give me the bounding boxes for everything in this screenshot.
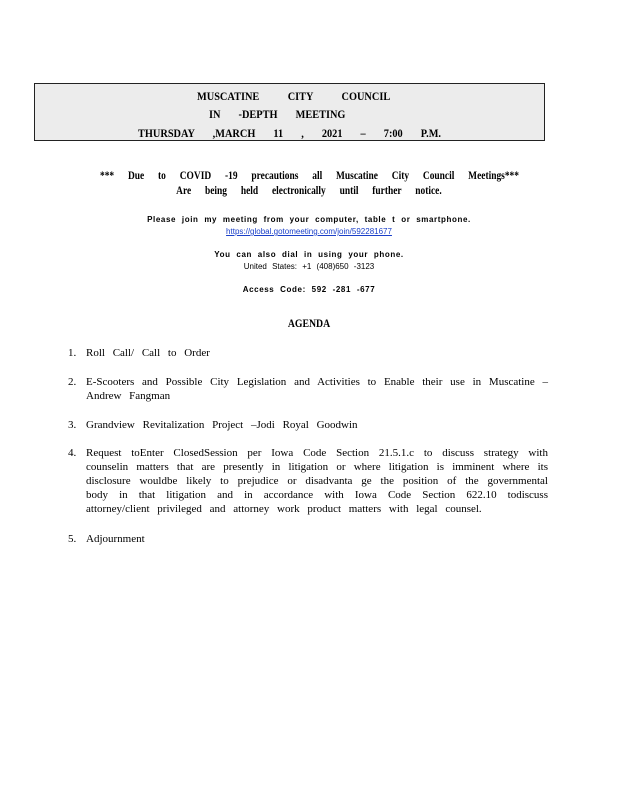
agenda-title: AGENDA	[287, 318, 331, 330]
agenda-item	[68, 375, 548, 403]
phone-number: United States: +1 (408)650 -3123	[243, 262, 375, 271]
agenda-item-number: 5.	[68, 533, 77, 545]
agenda-item-text: Roll Call/ Call to Order	[86, 347, 210, 359]
agenda-item-number: 3.	[68, 419, 77, 431]
council-title: MUSCATINE CITY COUNCIL	[197, 89, 391, 103]
meeting-link-row	[0, 227, 618, 236]
agenda-item-number: 4.	[68, 447, 77, 459]
agenda-item-number: 2.	[68, 376, 77, 388]
agenda-item	[68, 346, 548, 360]
agenda-item-number: 1.	[68, 347, 77, 359]
meeting-date: THURSDAY ,MARCH 11 , 2021 – 7:00 P.M.	[138, 126, 442, 140]
agenda-item	[68, 446, 548, 516]
agenda-item-text: Adjournment	[86, 533, 145, 545]
agenda-item-text: Grandview Revitalization Project –Jodi Royal Goodwin	[86, 419, 358, 431]
access-code: Access Code: 592 -281 -677	[242, 285, 376, 294]
dial-instructions: You can also dial in using your phone.	[214, 250, 404, 259]
covid-notice	[0, 169, 618, 199]
agenda-item	[68, 532, 548, 546]
covid-notice-line1: *** Due to COVID -19 precautions all Muscatine City Council Meetings***	[99, 170, 519, 182]
agenda-item-text: Request toEnter ClosedSession per Iowa Code Section 21.5.1.c to discuss strategy with counselin matters that are presently in litigation or where litigation is imminent where its disclosure wouldbe likely to prejudice or disadvanta ge the position of the governmental body in that litigation and in accordance with Iowa Code Section 622.10 todiscuss attorney/client privileged and attorney work product matters with legal counsel.	[86, 447, 548, 515]
agenda-item	[68, 418, 548, 432]
meeting-type: IN -DEPTH MEETING	[209, 107, 346, 121]
meeting-header	[34, 83, 545, 141]
join-instructions: Please join my meeting from your computer, table t or smartphone.	[147, 215, 471, 224]
agenda-item-text: E-Scooters and Possible City Legislation and Activities to Enable their use in Muscatine – Andrew Fangman	[86, 376, 548, 402]
covid-notice-line2: Are being held electronically until further notice.	[176, 185, 442, 197]
meeting-link[interactable]: https://global.gotomeeting.com/join/592281677	[226, 227, 392, 236]
